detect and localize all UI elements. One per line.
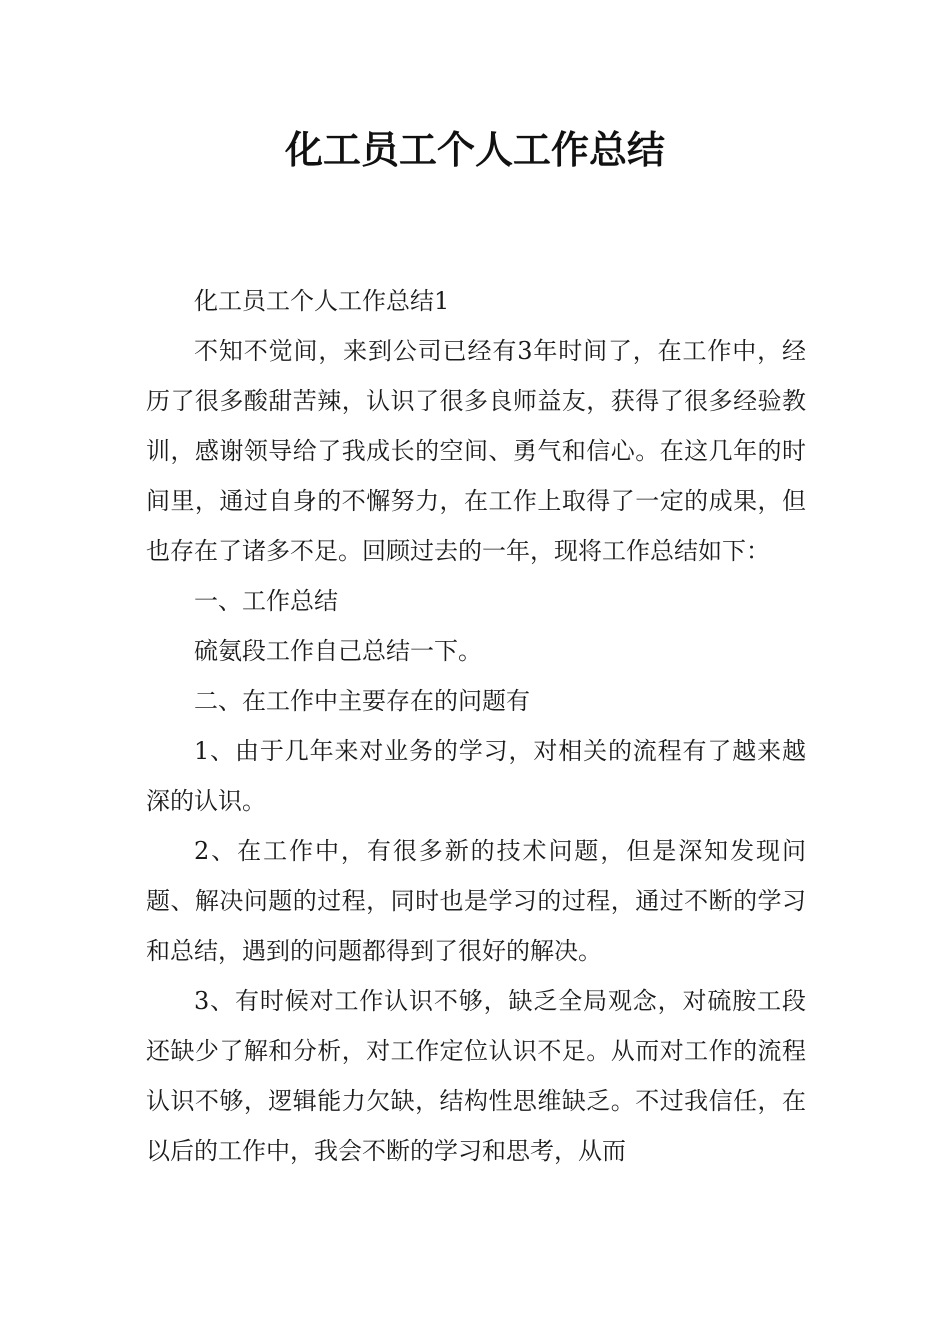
intro-paragraph: 不知不觉间，来到公司已经有3年时间了，在工作中，经历了很多酸甜苦辣，认识了很多良师益友，获得了很多经验教训，感谢领导给了我成长的空间、勇气和信心。在这几年的时间里，通过自身的不懈努力，在工作上取得了一定的成果，但也存在了诸多不足。回顾过去的一年，现将工作总结如下： [146,337,806,565]
body-paragraph: 硫氨段工作自己总结一下。 [194,637,482,665]
list-item: 3、有时候对工作认识不够，缺乏全局观念，对硫胺工段还缺少了解和分析，对工作定位认识不足。从而对工作的流程认识不够，逻辑能力欠缺，结构性思维缺乏。不过我信任，在以后的工作中，我会不断的学习和思考，从而 [146,987,806,1165]
section-heading: 二、在工作中主要存在的问题有 [194,687,530,715]
document-body [146,276,806,1176]
section-heading: 一、工作总结 [194,587,338,615]
document-title: 化工员工个人工作总结 [284,128,665,172]
list-item: 2、在工作中，有很多新的技术问题，但是深知发现问题、解决问题的过程，同时也是学习的过程，通过不断的学习和总结，遇到的问题都得到了很好的解决。 [146,837,806,965]
list-item: 1、由于几年来对业务的学习，对相关的流程有了越来越深的认识。 [146,737,806,815]
section-heading: 化工员工个人工作总结1 [194,287,450,315]
